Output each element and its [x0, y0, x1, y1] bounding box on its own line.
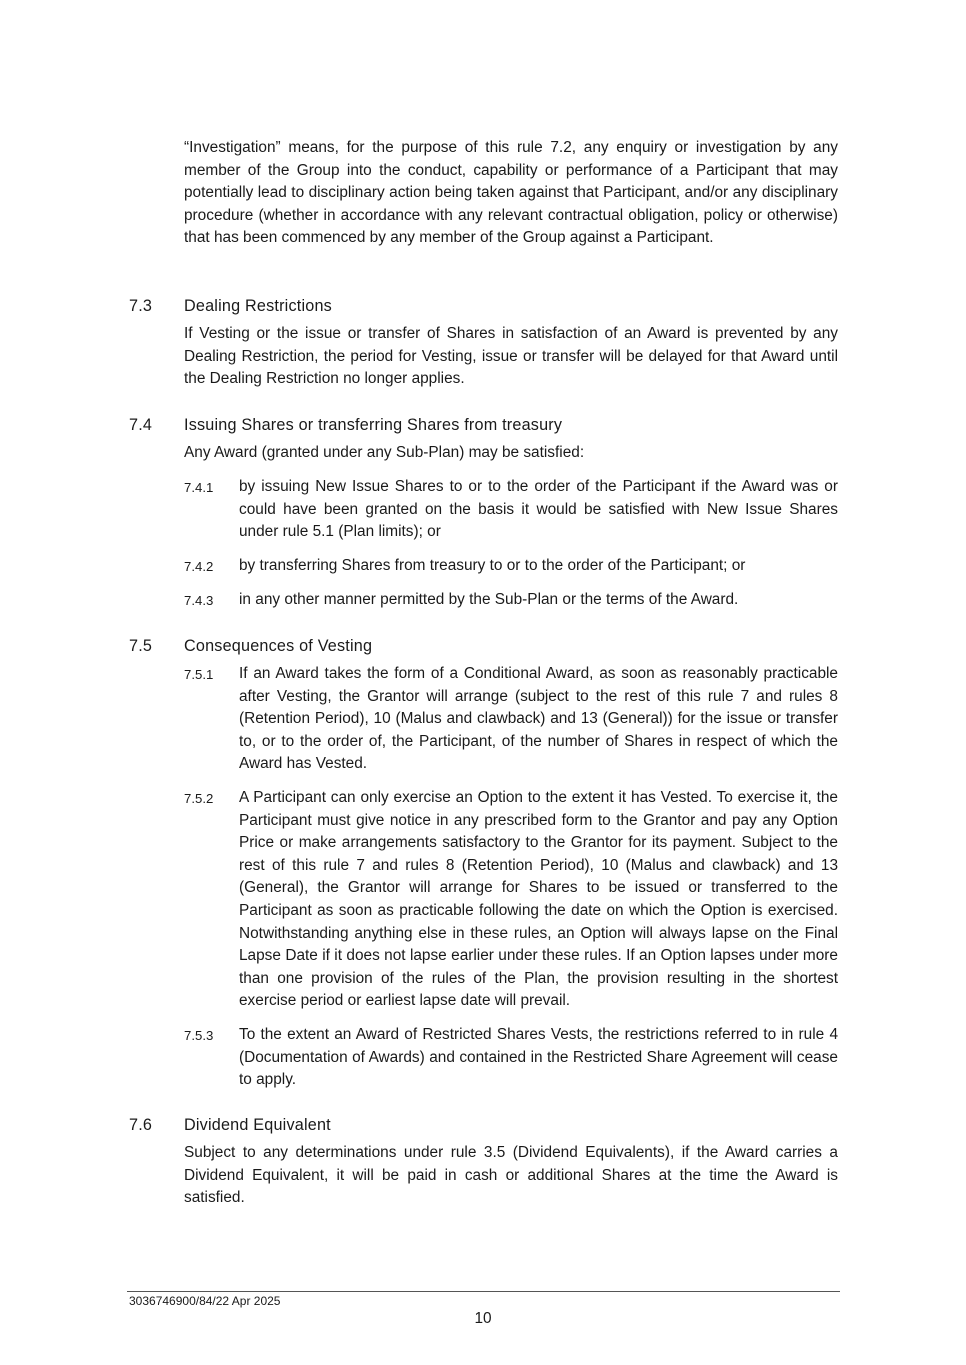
section-title: Issuing Shares or transferring Shares from treasury — [184, 416, 563, 434]
section-title: Dealing Restrictions — [184, 297, 332, 315]
clause-number: 7.5.1 — [184, 667, 214, 682]
clause-text: by transferring Shares from treasury to or to the order of the Participant; or — [239, 557, 746, 574]
clause-number: 7.4.3 — [184, 593, 214, 608]
clause-text: To the extent an Award of Restricted Shares Vests, the restrictions referred to in rule 4 (Documentation of Awards) and contained in the Restricted Share Agreement will cease to apply. — [239, 1026, 838, 1089]
investigation-definition: “Investigation” means, for the purpose of this rule 7.2, any enquiry or investigation by any member of the Group into the conduct, capability or performance of a Participant that may potentially lead to disciplinary action being taken against that Participant, and/or any disciplinary procedure (whether in accordance with any relevant contractual obligation, policy or otherwise) that has been commenced by any member of the Group against a Participant. — [184, 139, 838, 247]
section-body-7-4: Any Award (granted under any Sub-Plan) may be satisfied: — [184, 444, 585, 461]
section-number: 7.4 — [129, 416, 153, 434]
section-title: Dividend Equivalent — [184, 1116, 331, 1134]
clause-text: in any other manner permitted by the Sub-Plan or the terms of the Award. — [239, 591, 739, 608]
section-body-7-6: Subject to any determinations under rule 3.5 (Dividend Equivalents), if the Award carries a Dividend Equivalent, it will be paid in cash or additional Shares at the time the Award is satisfied. — [184, 1144, 838, 1207]
footer-divider — [127, 1291, 840, 1292]
clause-number: 7.4.1 — [184, 480, 214, 495]
document-reference: 3036746900/84/22 Apr 2025 — [129, 1294, 281, 1308]
clause-number: 7.4.2 — [184, 559, 214, 574]
clause-number: 7.5.2 — [184, 791, 214, 806]
section-number: 7.3 — [129, 297, 153, 315]
section-number: 7.5 — [129, 637, 153, 655]
clause-text: If an Award takes the form of a Conditional Award, as soon as reasonably practicable after Vesting, the Grantor will arrange (subject to the rest of this rule 7 and rules 8 (Retention Period), 10 (Malus and clawback) and 13 (General)) for the issue or transfer to, or to the order of, the Participant, of the number of Shares in respect of which the Award has Vested. — [239, 665, 838, 773]
clause-text: A Participant can only exercise an Option to the extent it has Vested. To exercise it, the Participant must give notice in any prescribed form to the Grantor and pay any Option Price or make arrangements satisfactory to the Grantor for its payment. Subject to the rest of this rule 7 and rules 8 (Retention Period), 10 (Malus and clawback) and 13 (General), the Grantor will arrange for Shares to be issued or transferred to the Participant as soon as practicable following the date on which the Option is exercised. Notwithstanding anything else in these rules, an Option will always lapse on the Final Lapse Date if it does not lapse earlier under these rules. If an Option lapses under more than one provision of the rules of the Plan, the provision resulting in the shortest exercise period or earliest lapse date will prevail. — [239, 789, 838, 1010]
section-body-7-3: If Vesting or the issue or transfer of Shares in satisfaction of an Award is prevented by any Dealing Restriction, the period for Vesting, issue or transfer will be delayed for that Award until the Dealing Restriction no longer applies. — [184, 325, 838, 388]
section-title: Consequences of Vesting — [184, 637, 373, 655]
page-number: 10 — [474, 1310, 492, 1327]
clause-text: by issuing New Issue Shares to or to the order of the Participant if the Award was or could have been granted on the basis it would be satisfied with New Issue Shares under rule 5.1 (Plan limits); or — [239, 478, 838, 541]
section-number: 7.6 — [129, 1116, 153, 1134]
clause-number: 7.5.3 — [184, 1028, 214, 1043]
